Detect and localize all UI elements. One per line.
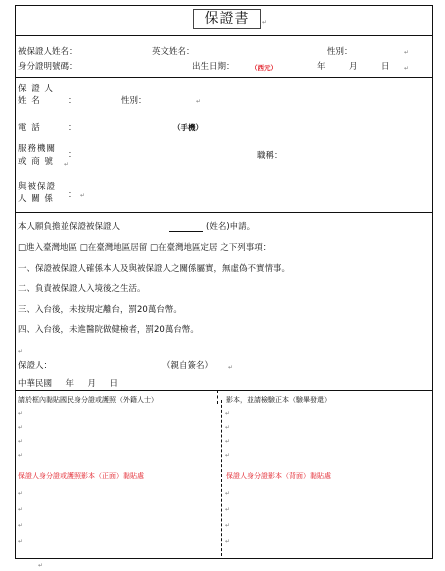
paragraph-mark: ↵ xyxy=(18,438,24,445)
colon: ： xyxy=(68,190,77,200)
colon: ： xyxy=(68,150,77,160)
date-line: 中華民國 年 月 日 xyxy=(18,379,119,389)
paragraph-mark: ↵ xyxy=(225,538,231,545)
paragraph-mark: ↵ xyxy=(38,562,44,569)
paragraph-mark: ↵ xyxy=(228,364,234,371)
paragraph-mark: ↵ xyxy=(225,452,231,459)
english-name-label: 英文姓名： xyxy=(152,47,195,57)
divider-section1 xyxy=(15,77,433,78)
month-label: 月 xyxy=(349,62,358,72)
paragraph-mark: ↵ xyxy=(18,452,24,459)
paragraph-mark: ↵ xyxy=(404,65,410,72)
guarantee-item-3: 三、入台後，未按規定離台，罰20萬台幣。 xyxy=(18,305,182,315)
dashed-divider xyxy=(221,400,222,556)
day-label: 日 xyxy=(381,62,390,72)
paragraph-mark: ↵ xyxy=(18,506,24,513)
paragraph-mark: ↵ xyxy=(80,192,86,199)
relation-label-line2: 人 關 係 xyxy=(18,194,54,204)
paragraph-mark: ↵ xyxy=(225,438,231,445)
birth-date-hint: （西元） xyxy=(251,64,277,72)
colon: ： xyxy=(68,96,77,106)
phone-hint: （手機） xyxy=(173,123,203,132)
relation-label-line1: 與被保證 xyxy=(18,182,57,192)
guarantor-gender-label: 性別： xyxy=(121,96,147,106)
guarantor-sign-label: 保證人： xyxy=(18,361,53,371)
phone-label: 電 話 xyxy=(18,123,41,133)
paragraph-mark: ↵ xyxy=(225,506,231,513)
title-box xyxy=(193,9,261,29)
paste-right-heading: 影本，並請檢驗正本（驗畢發還） xyxy=(226,396,331,404)
id-number-label: 身分證明號碼： xyxy=(18,62,78,72)
colon: ： xyxy=(68,123,77,133)
purpose-options: □進入臺灣地區 □在臺灣地區居留 □在臺灣地區定居 之下列事項： xyxy=(18,243,272,253)
birth-date-label: 出生日期： xyxy=(192,62,235,72)
guarantor-label-line1: 保 證 人 xyxy=(18,84,54,94)
employer-label-line1: 服務機關 xyxy=(18,144,57,154)
paragraph-mark: ↵ xyxy=(262,19,268,26)
divider-section2 xyxy=(15,212,433,213)
paragraph-mark: ↵ xyxy=(64,161,70,168)
paragraph-mark: ↵ xyxy=(225,424,231,431)
intro-prefix: 本人願負擔並保證被保證人 xyxy=(18,222,121,232)
paragraph-mark: ↵ xyxy=(18,522,24,529)
divider-title xyxy=(15,35,433,36)
guarantee-item-4: 四、入台後，未進醫院做健檢者，罰20萬台幣。 xyxy=(18,325,199,335)
dashed-divider-top xyxy=(217,390,218,404)
guarantee-item-2: 二、負責被保證人入境後之生活。 xyxy=(18,284,146,294)
paragraph-mark: ↵ xyxy=(18,490,24,497)
paste-back-note: 保證人身分證影本（背面）黏貼處 xyxy=(226,472,331,480)
paragraph-mark: ↵ xyxy=(18,538,24,545)
paste-left-heading: 請於框內黏貼國民身分證或護照（外籍人士） xyxy=(18,396,158,404)
paragraph-mark: ↵ xyxy=(18,410,24,417)
intro-suffix: (姓名)申請。 xyxy=(206,222,256,232)
year-label: 年 xyxy=(317,62,326,72)
paragraph-mark: ↵ xyxy=(404,49,410,56)
paste-front-note: 保證人身分證或護照影本（正面）黏貼處 xyxy=(18,472,144,480)
guarantor-label-line2: 姓 名 xyxy=(18,96,41,106)
job-title-label: 職稱： xyxy=(257,151,283,161)
paragraph-mark: ↵ xyxy=(225,410,231,417)
paragraph-mark: ↵ xyxy=(18,348,24,355)
paragraph-mark: ↵ xyxy=(196,98,202,105)
guarantee-item-1: 一、保證被保證人確係本人及與被保證人之關係屬實，無虛偽不實情事。 xyxy=(18,264,291,274)
employer-label-line2: 或 商 號 xyxy=(18,157,54,167)
name-blank xyxy=(169,222,203,232)
paragraph-mark: ↵ xyxy=(18,424,24,431)
gender-label: 性別： xyxy=(327,47,353,57)
divider-section3 xyxy=(15,390,433,391)
page-title: 保證書 xyxy=(204,11,250,27)
guaranteed-name-label: 被保證人姓名： xyxy=(18,47,78,57)
paragraph-mark: ↵ xyxy=(225,522,231,529)
paragraph-mark: ↵ xyxy=(225,490,231,497)
sign-hint: （親自簽名） xyxy=(162,361,214,371)
